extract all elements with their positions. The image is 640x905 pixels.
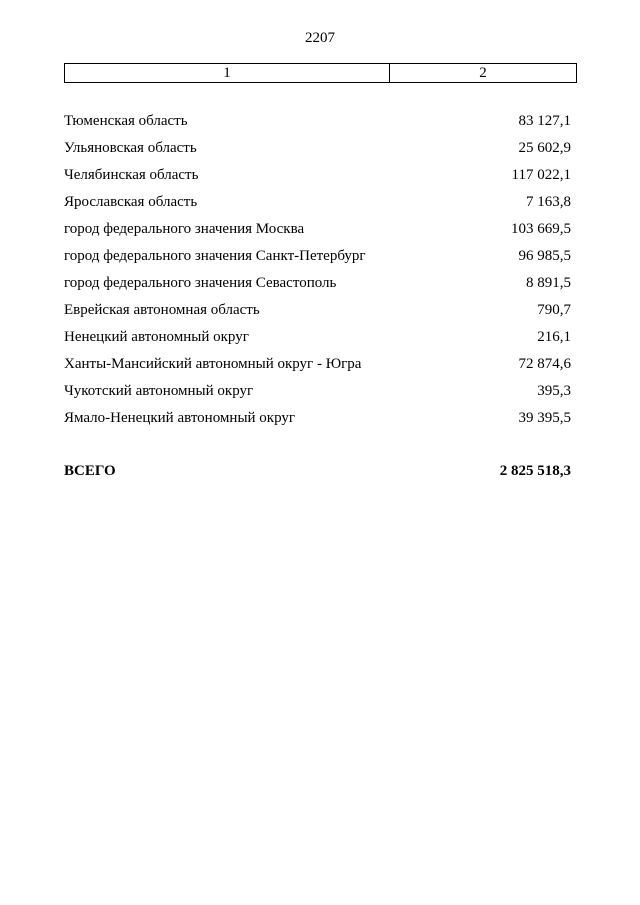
region-name: Ненецкий автономный округ [64, 329, 249, 345]
table-row [64, 189, 571, 216]
region-name: Ульяновская область [64, 140, 197, 156]
region-table-body [64, 108, 571, 432]
column-header-1: 1 [65, 64, 390, 82]
region-value: 103 669,5 [511, 221, 571, 237]
table-row [64, 297, 571, 324]
region-value: 96 985,5 [518, 248, 571, 264]
region-name: город федерального значения Санкт-Петербург [64, 248, 366, 264]
region-name: Ямало-Ненецкий автономный округ [64, 410, 296, 426]
table-row [64, 270, 571, 297]
table-row [64, 405, 571, 432]
total-row [64, 460, 571, 482]
table-row [64, 216, 571, 243]
region-value: 7 163,8 [526, 194, 571, 210]
region-name: город федерального значения Москва [64, 221, 305, 237]
column-header-2: 2 [479, 64, 487, 81]
region-name: Еврейская автономная область [64, 302, 260, 318]
table-row [64, 378, 571, 405]
region-name: Тюменская область [64, 113, 188, 129]
table-row [64, 243, 571, 270]
table-row [64, 108, 571, 135]
region-name: Ханты-Мансийский автономный округ - Югра [64, 356, 362, 372]
total-label: ВСЕГО [64, 462, 116, 479]
region-value: 8 891,5 [526, 275, 571, 291]
region-value: 216,1 [537, 329, 571, 345]
region-name: Чукотский автономный округ [64, 383, 254, 399]
table-row [64, 324, 571, 351]
table-row [64, 162, 571, 189]
region-value: 25 602,9 [518, 140, 571, 156]
table-row [64, 351, 571, 378]
total-value: 2 825 518,3 [499, 462, 571, 479]
region-name: Ярославская область [64, 194, 198, 210]
region-name: Челябинская область [64, 167, 199, 183]
region-value: 117 022,1 [511, 167, 571, 183]
column-header-table [64, 63, 577, 83]
region-value: 790,7 [537, 302, 571, 318]
region-name: город федерального значения Севастополь [64, 275, 337, 291]
region-value: 39 395,5 [518, 410, 571, 426]
region-value: 72 874,6 [518, 356, 571, 372]
region-value: 395,3 [537, 383, 571, 399]
region-value: 83 127,1 [518, 113, 571, 129]
page-number: 2207 [305, 30, 335, 46]
table-row [64, 135, 571, 162]
